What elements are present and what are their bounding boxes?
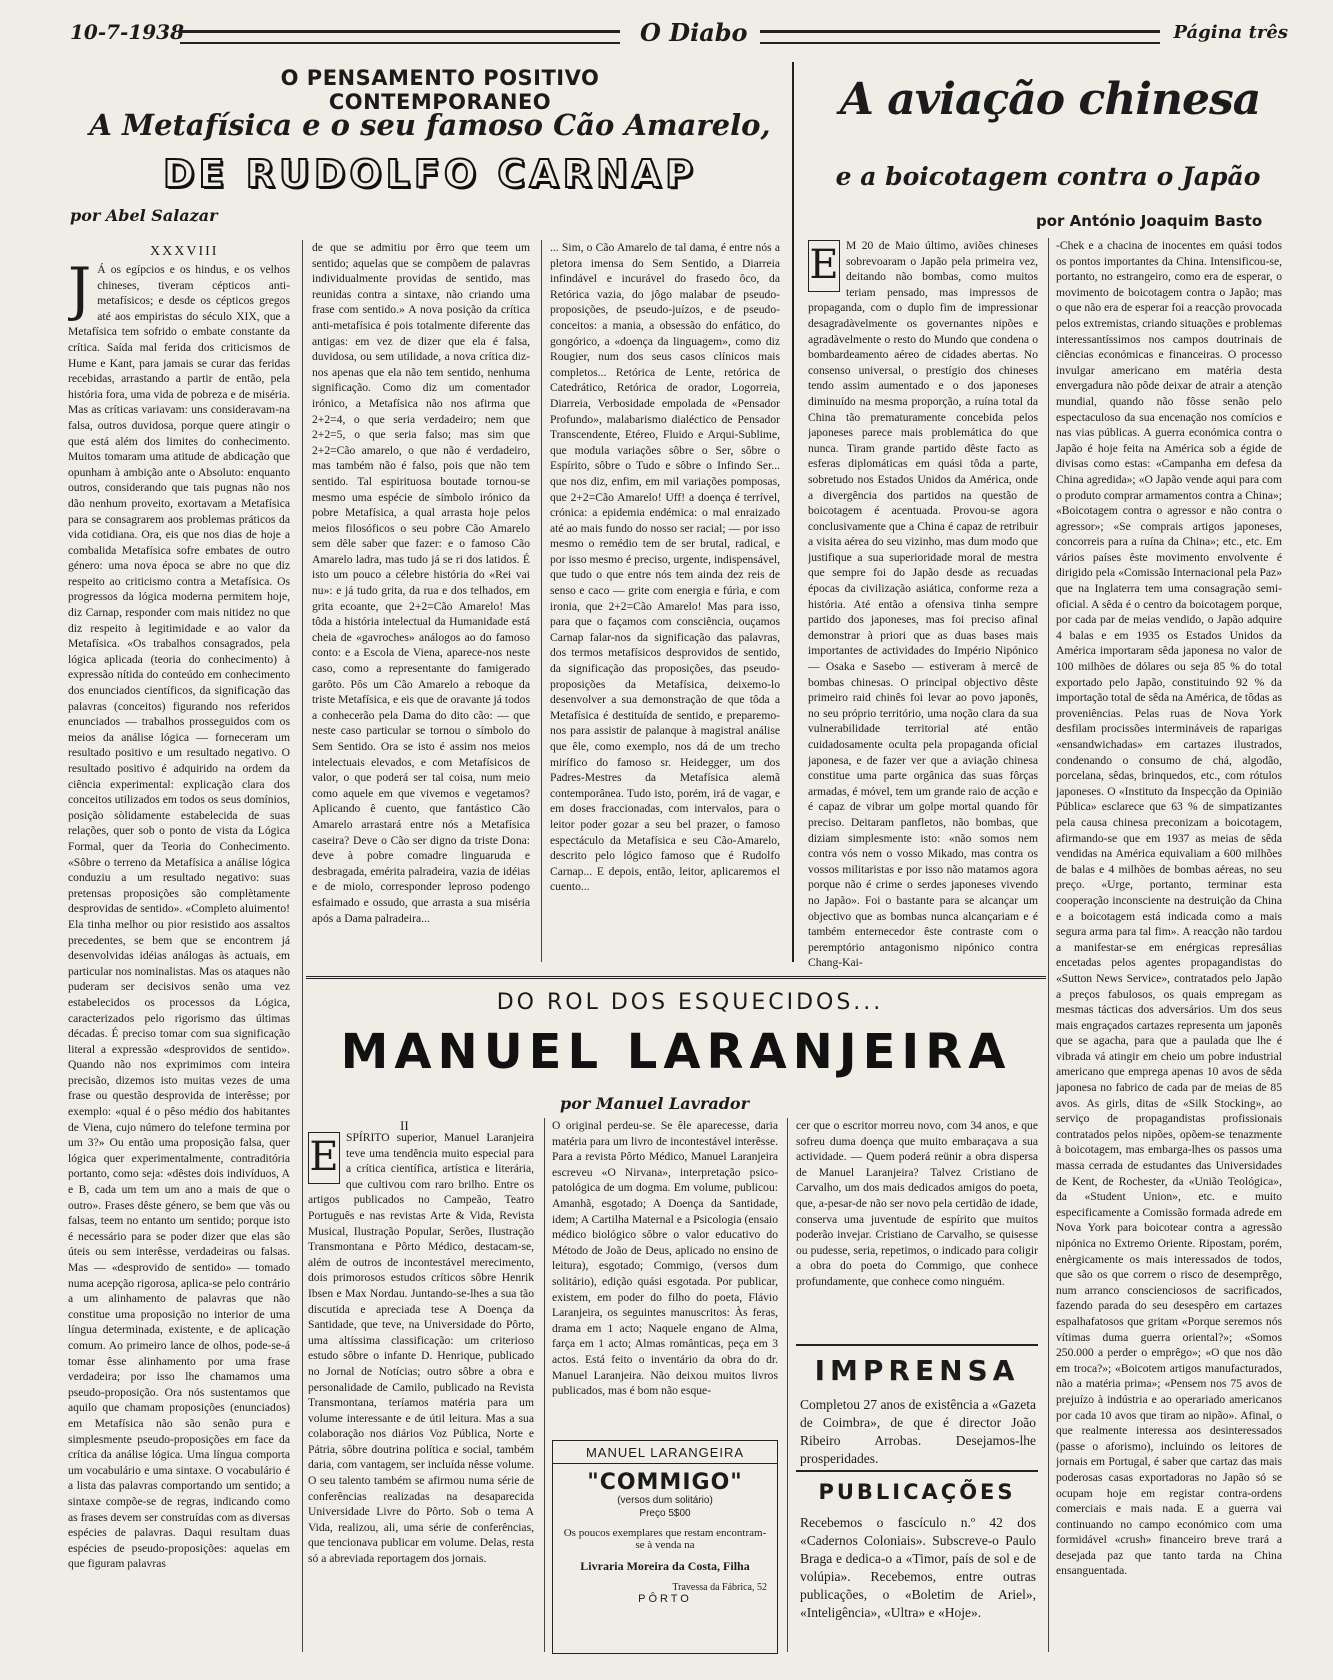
carnap-kicker: O PENSAMENTO POSITIVO CONTEMPORANEO: [280, 66, 600, 114]
laranjeira-column-1: [308, 1130, 534, 1652]
laranjeira-column-2: [552, 1118, 778, 1436]
column-divider: [541, 240, 542, 962]
masthead: [70, 18, 1288, 52]
laranjeira-title: MANUEL LARANJEIRA: [340, 1024, 1012, 1080]
column-divider: [1048, 238, 1049, 1652]
publicacoes-text: Recebemos o fascículo n.º 42 dos «Cadernos Coloniais». Subscreve-o Paulo Braga e dedica-o a «Timor, país de sol e de volúpia». Recebemos, entre outras publicações, o «Boletim de Ariel», «Inteligência», «Ultra» e «Hoje».: [800, 1515, 1036, 1620]
laranjeira-kicker: DO ROL DOS ESQUECIDOS...: [496, 990, 884, 1015]
imprensa-rule: [796, 1344, 1038, 1346]
advert-book-subtitle: (versos dum solitário): [617, 1495, 713, 1506]
aviacao-text-2: -Chek e a chacina de inocentes em quási todos os pontos importantes da China. Intensificou-se, portanto, no estrangeiro, como era de esperar, o movimento de boicotagem contra o Japão; mas o que não era de esperar foi a reacção provocada pelos extremistas, criando situações e problemas interessantíssimos nos campos doutrinais de ciências económicas e financeiras. O processo invulgar americano em matéria desta envergadura não pôde deixar de atrair a atenção mundial, quando não fôsse senão pelo espectaculoso da sua encenação nos comícios e nas vias públicas. A guerra económica contra o Japão é hoje feita na América sob a égide de divisas como estas: «Campanha em defesa da China agredida»; «O Japão vende aqui para com o produto comprar armamentos contra a China»; «Boicotagem contra o agressor e não contra o agressor»; «Se comprais artigos japoneses, concorreis para a ruína da China»; etc., etc. Em vários países êste movimento envolvente é dirigido pela «Comissão Internacional pela Paz» que na Inglaterra tem uma consagração semi-oficial. A sêda é o centro da boicotagem porque, por cada par de meias vendido, o Japão adquire 4 balas e em 1935 os Estados Unidos da América importaram sêda japonesa no valor de 100 milhões de dólares ou seja 85 % do total exportado pelo Japão, constituindo 92 % da importação total de sêda na América, de tôdas as proveniências. Pelas ruas de Nova York desfilam procissões intermináveis de raparigas «ensandwichadas» em cartazes ilustrados, condenando o consumo de chá, algodão, porcelana, sêdas, brinquedos, etc., com rótulos japoneses. O «Instituto da Inspecção da Opinião Pública» esclarece que 63 % de simpatizantes pela causa chinesa preconizam a boicotagem, afirmando-se que em 1937 as meias de sêda vendidas na América equivaliam a 600 milhões de balas e 4 milhões de bombas aéreas, no seu preço. «Urge, portanto, terminar esta cooperação inconsciente na destruição da China e a boicotagem está indicada como a mais segura arma para tal fim». A reacção não tardou a manifestar-se em enérgicas represálias encetadas pelos agentes propagandistas do «Sutton News Service», contratados pelo Japão a preços fabulosos, os quais empregam as mesmas tácticas dos adversários. Um dos seus mais engraçados cartazes representa um japonês que se agacha, para que a paulada que lhe é vibrada vá atingir em cheio um pobre industrial americano que emprega apenas 10 avos de sêda japonesa no fabrico de cada par de meias de 85 avos. As girls, ditas de «Silk Stocking», ao serviço de propagandistas profissionais contratados pelos nipões, opõem-se tenazmente à boicotagem, mas embarga-lhes os passos uma massa cerrada de estudantes das Universidades de Kent, de Rochester, da «União Teológica», da «Student Union», etc. e muito especificamente a Comissão formada adrede em Nova York para boicotear contra a agressão nipónica no Extremo Oriente. Ripostam, porém, enèrgicamente os mais interessados de todos, que são os que correm o risco de desemprêgo, num arranco conscienciosos de sacrificados, fazendo parada do seu desespêro em cartazes espalhafatosos que gritam «Porque seremos nós vítimas duma guerra oriental?»; «Somos 250.000 a perder o emprêgo»; «O que nos dão em troca?»; «Boicotem artigos manufacturados, não a matéria prima»; «Pensem nos 75 avos de prejuízo à indústria e ao operariado americanos por cada 10 avos que tiram ao nipão». Afinal, o que realmente interessa aos desinteressados (passe o aforismo), incluindo os leitores de jornais em Portugal, é saber que cartaz das mais poderosas casas exportadoras no Japão só se ocupam hoje em registar contra-ordens comerciais e mais nada. E a guerra vai continuando no campo económico com uma formidável «crush» financeiro breve trará a desejada paz que tanto tarda na China ensanguentada.: [1056, 239, 1282, 1578]
advert-price: Preço 5$00: [639, 1508, 691, 1519]
masthead-rule-right: [760, 30, 1160, 44]
aviacao-column-2: [1056, 238, 1282, 1652]
carnap-column-1: [68, 262, 290, 1652]
advert-book-title: "COMMIGO": [587, 1470, 743, 1495]
article-divider: [792, 62, 794, 962]
laranjeira-dropcap: E: [308, 1132, 340, 1184]
aviacao-title-line1: A aviação chinesa: [839, 74, 1261, 125]
carnap-title-line2: DE RUDOLFO CARNAP: [162, 152, 698, 196]
section-rule: [306, 976, 1046, 979]
page-number: Página três: [1173, 22, 1288, 43]
carnap-dropcap: J: [68, 262, 92, 323]
laranjeira-text-3: cer que o escritor morreu novo, com 34 anos, e que sofreu duma doença que muito embaraçava a sua actividade. — Quem poderá reünir a obra dispersa de Manuel Laranjeira? Talvez Cristiano de Carvalho, um dos mais dedicados amigos do poeta, que, a-pesar-de não ser novo pela certidão de idade, conserva uma juventude de espírito que muitos poderão invejar. Cristiano de Carvalho, se quisesse ou pudesse, seria, repetimos, o indicado para coligir a obra do poeta do Commigo, que conhece profundamente, que conhece como ninguém.: [796, 1119, 1038, 1288]
issue-date: 10-7-1938: [70, 20, 185, 44]
column-divider: [787, 1118, 788, 1652]
advert-author: MANUEL LARANGEIRA: [553, 1445, 777, 1464]
laranjeira-section-number: II: [400, 1118, 409, 1133]
laranjeira-column-3: [796, 1118, 1038, 1326]
carnap-section-number: XXXVIII: [150, 244, 219, 259]
imprensa-heading: IMPRENSA: [814, 1354, 1020, 1387]
aviacao-column-1: [808, 238, 1038, 980]
imprensa-text: Completou 27 anos de existência a «Gazeta de Coimbra», de que é director João Ribeiro Arrobas. Desejamos-lhe prosperidades.: [800, 1397, 1036, 1466]
advert-city: PÔRTO: [638, 1593, 692, 1605]
newspaper-name: O Diabo: [630, 18, 758, 47]
masthead-rule-left: [180, 30, 620, 44]
carnap-title-line1: A Metafísica e o seu famoso Cão Amarelo,: [89, 108, 771, 142]
publicacoes-rule: [796, 1470, 1038, 1472]
advert-note: Os poucos exemplares que restam encontram-se à venda na: [563, 1527, 767, 1551]
carnap-text-3: ... Sim, o Cão Amarelo de tal dama, é entre nós a pletora imensa do Sem Sentido, a Diarreia infindável e incurável do frasedo ôco, da Retórica vazia, do jôgo malabar de pseudo-proposições, de pseudo-juízos, e de pseudo-conceitos: a mania, a obsessão do enfático, do gongórico, a «doença da linguagem», como diz Rougier, num dos seus casos clínicos mais completos... Retórica de Lente, retórica de Catedrático, Retórica de orador, Logorreia, Diarreia, Verbosidade empolada de «Pensador Profundo», malabarismo dialéctico de Pensador Transcendente, Etéreo, Fluido e Arqui-Sublime, que modula variações sôbre o Ser, sôbre o Espírito, sôbre o Tudo e sôbre o Infindo Ser... que nos diz, enfim, em mil variações pomposas, que 2+2=Cão Amarelo! Uff! a doença é terrível, crónica: a epidemia endémica: o mal enraizado até ao mais fundo do nosso ser racial; — por isso mesmo o remédio tem de ser brutal, radical, e por isso mesmo é preciso, urgente, indispensável, que tudo o que entre nós tem ainda dez reis de senso e caco — grite com energia e fúria, e com ironia, que 2+2=Cão Amarelo! Mas para isso, para que o façamos com consciência, ouçamos Carnap falar-nos da significação das palavras, dos termos metafísicos desprovidos de sentido, da significação das proposições, das pseudo-proposições da Metafísica, deixemo-lo desenvolver a sua demonstração de que tôda a Metafísica é destituída de sentido, e preparemo-nos para assistir de palanque à magistral análise que êle, como exemplo, nos dá de um trecho mirífico do famoso sr. Heidegger, um dos Padres-Mestres da Metafísica alemã contemporânea. Tudo isto, porém, irá de vagar, e em doses fraccionadas, com intervalos, para o leitor poder gozar a seu bel prazer, o famoso espectáculo da Metafísica e seu Cão-Amarelo, descrito pelo lógico famoso que é Rudolfo Carnap... E depois, então, leitor, aplicaremos el cuento...: [550, 241, 780, 894]
commigo-advert: [552, 1440, 778, 1654]
aviacao-text-1: M 20 de Maio último, aviões chineses sobrevoaram o Japão pela primeira vez, deitando não bombas, como muitos teriam pensado, mas impressos de propaganda, com o duplo fim de impressionar desagradàvelmente os governantes nipões e agradàvelmente o resto do Mundo que condena o bombardeamento aéreo de cidades abertas. No consenso universal, o prestígio dos chineses tendo assim aumentado e o dos japoneses diminuído na mesma proporção, a ruína total da China tão prematuramente concebida pelos japoneses parece mais problemática do que nunca. Tiram grande partido dêste facto as esferas diplomáticas em quási tôda a parte, sobretudo nos Estados Unidos da América, onde a divergência dos partidos na questão de boicotagem é acentuada. Provou-se agora conclusivamente que a China é capaz de retribuir a visita aérea do seu vizinho, mas dum modo que justifique a sua superioridade moral de mestra que sempre foi do Japão desde as recuadas épocas da civilização asiática, conforme reza a história. Até então a ofensiva tinha sempre partido dos japoneses, mas foi preciso afinal demonstrar à priori que as duas bases mais importantes de actividades do Império Nipónico — Osaka e Sasebo — estiveram à mercê de bombas chinesas. O principal objectivo dêste primeiro raid chinês foi levar ao povo japonês, no seu próprio território, uma noção clara da sua vulnerabilidade territorial até então cuidadosamente oculta pela propaganda oficial japonesa, e de fazer ver que a aviação chinesa constitue uma parte orgânica das suas fôrças armadas, é móvel, tem um grande raio de acção e é capaz de vibrar um golpe mortal quando fôr preciso. Deitaram panfletos, não bombas, que diziam simplesmente isto: «não somos nem contra vós nem o vosso Mikado, mas contra os vossos militaristas e por isso não matamos agora porque não é crime o serdes japoneses vivendo no Japão». Foi o bastante para se alcançar um objectivo que as bombas nunca alcançariam e é também enternecedor êste contraste com o peremptório antagonismo nipónico contra Chang-Kai-: [808, 239, 1038, 970]
carnap-byline: por Abel Salazar: [70, 206, 218, 225]
carnap-column-3: [550, 240, 780, 962]
laranjeira-byline: por Manuel Lavrador: [560, 1094, 750, 1113]
advert-shop: Livraria Moreira da Costa, Filha: [580, 1559, 750, 1573]
laranjeira-text-1: SPÍRITO superior, Manuel Laranjeira teve uma tendência muito especial para a crítica científica, artística e literária, que cultivou com raro brilho. Entre os artigos publicados no Campeão, Teatro Português e nas revistas Arte & Vida, Revista Musical, Ilustração Popular, Serões, Ilustração Transmontana e Pôrto Médico, destacam-se, além de outros de incontestável merecimento, dois primorosos estudos críticos sôbre Henrik Ibsen e Max Nordau. Juntando-se-lhes a sua tão discutida e apreciada tese A Doença da Santidade, que teve, na Universidade do Pôrto, uma altíssima classificação: um criterioso estudo sôbre o infante D. Henrique, publicado no Jornal de Notícias; outro sôbre a obra e personalidade de Camilo, publicado na Revista Transmontana, teríamos matéria para um volume interessante e de útil leitura. Mas a sua colaboração nos diários Voz Pública, Norte e Pátria, sôbre doutrina política e social, também daria, com vantagem, ser incluída nêsse volume. O seu talento também se afirmou numa série de conferências realizadas na desaparecida Universidade Livre do Pôrto. Sob o tema A Vida, realizou, ali, uma série de conferências, que tencionava publicar em volume. Delas, resta só a abreviada reportagem dos jornais.: [308, 1131, 534, 1566]
aviacao-byline: por António Joaquim Basto: [1036, 212, 1263, 230]
column-divider: [544, 1118, 545, 1652]
carnap-text-2: de que se admitiu por êrro que teem um sentido; aquelas que se compõem de palavras individualmente providas de sentido, mas reunidas contra a sintaxe, não criando uma frase com sentido.» A nova posição da crítica anti-metafísica é pois totalmente diferente das antigas: em vez de dizer que ela é falsa, duvidosa, ou sem utilidade, a nova crítica diz-nos apenas que ela não tem sentido, nenhuma significação. Como diz um comentador irónico, a Metafísica não nos afirma que 2+2=4, o que seria verdadeiro; nem que 2+2=5, o que seria falso; mas sim que 2+2=Cão amarelo, o que não é verdadeiro, mas também não é falso, pois que não tem sentido. Tal espirituosa boutade tornou-se mesmo uma espécie de símbolo irónico da pobre Metafísica, a qual arrasta hoje pelos meios filosóficos o seu pobre Cão Amarelo sem dêle saber que fazer: e o famoso Cão Amarelo ladra, mas tudo já se ri dos latidos. É isto um pouco a célebre história do «Rei vai nu»: e já tudo grita, da rua e dos telhados, em grita ecoante, que 2+2=Cão Amarelo! Mas tôda a história intelectual da Humanidade está cheia de «gavroches» análogos ao do famoso conto: e a Escola de Viena, aparece-nos neste caso, como a representante do famigerado garôto. Pôs um Cão Amarelo a reboque da triste Metafísica, e eis que de oravante já todos a conhecerão pela Dama do dito cão: — que neste caso particular se tornou o símbolo do Sem Sentido. Ora se isto é assim nos meios intelectuais elevados, e com Metafísicos de valor, o que poderá ser tal coisa, num meio como aquele em que vivemos e vegetamos? Aplicando ê cuento, que fantástico Cão Amarelo arrastará entre nós a Metafísica caseira? Deve o Cão ser digno da triste Dona: deve à pobre comadre linguaruda e desbragada, emérita palradeira, vazia de idéias e de miolo, corresponder leproso podengo esfaimado e ossudo, que arrasta a sua miséria após a Dama palradeira...: [312, 241, 530, 925]
aviacao-title-line2: e a boicotagem contra o Japão: [835, 162, 1261, 191]
aviacao-dropcap: E: [808, 240, 840, 292]
carnap-text-1: Á os egípcios e os hindus, e os velhos chineses, tiveram cépticos anti-metafísicos; e desde os cépticos gregos até aos empiristas do século XIX, que a Metafísica tem sofrido o embate constante da crítica. Saída mal ferida dos criticismos de Hume e Kant, para jamais se curar das feridas recebidas, arrastando a partir de então, pela história fora, uma vida de pobreza e de miséria. Mas as críticas variavam: uns consideravam-na falsa, outros duvidosa, porque quere atingir o que está além dos limites do conhecimento. Muitos tomaram uma atitude de abdicação que opunham à ambição ante o Absoluto: enquanto outros, considerando que tais pugnas não nos dão nenhum proveito, exortavam a Metafísica para se consagrarem aos problemas práticos da vida cotidiana. Ora, eis que nos dias de hoje a combalida Metafísica sofre embates de outro género: uma nova época se abre no que diz respeito ao criticismo contra a Metafísica. Os progressos da lógica moderna permitem hoje, diz Carnap, responder com mais nitidez no que diz respeito à legitimidade e ao valor da Metafísica. «Os trabalhos consagrados, pela lógica aplicada (teoria do conhecimento) à expressão nítida do conteúdo em conhecimento dos enunciados científicos, da significação das palavras (conceitos) figurando nos referidos enunciados — trabalhos prosseguidos com os meios da análise lógica — forneceram um resultado positivo e um resultado negativo. O resultado positivo é adquirido na ordem da ciência experimental: explicação clara dos conceitos utilizados em todos os seus domínios, posição sòlidamente estabelecida de suas relações, quer sob o ponto de vista da Lógica Formal, quer da Teoria do Conhecimento. «Sôbre o terreno da Metafísica a análise lógica conduziu a um resultado negativo: suas pretensas proposições são complètamente desprovidas de sentido». «Completo aluimento! Ela tinha melhor ou pior resistido aos assaltos precedentes, se bem que se encontrem já desenvolvidas idéias análogas às actuais, em particular nos nominalistas. Mas os ataques não puderam ser decisivos senão uma vez estabelecidos os processos da Lógica, caracterizados pelo rigorismo das últimas décadas. É preciso tomar com sua significação literal a expressão «desprovidos de sentido». Quando não nos exprimimos com inteira precisão, dizemos isto muitas vezes de uma frase ou questão desprovida de interêsse; por exemplo: «qual é o pêso médio dos habitantes de Viena, cujo número do telefone termina por um 3?» Ou então uma proposição falsa, quer lógica quer experimentalmente, contraditória portanto, como seja: «dêstes dois indivíduos, A e B, cada um tem um ano a mais de que o outro». Frases dêste género, se bem que vãs ou falsas, teem no entanto um sentido; porque isto é necessário para se poder dizer que elas são úteis ou sem interêsse, verdadeiras ou falsas. Mas — «desprovido de sentido» — tomado numa acepção rigorosa, aplica-se pelo contrário a um alinhamento de palavras que não constitue uma proposição no interior de uma língua determinada, existente, e de aplicação comum. Ao primeiro lance de olhos, pode-se-á tomar êsse alinhamento por uma frase verdadeira; por isso lhe chamamos uma pseudo-proposição. Ora nós sustentamos que aquilo que chamam proposições (enunciados) em Metafísica não são senão pura e simplesmente pseudo-proposições em face da crítica da análise lógica. Uma língua comporta um vocabulário e uma sintaxe. O vocabulário é a lista das palavras comportando um sentido; a sintaxe compõe-se de regras, indicando como as frases devem ser construídas com as diversas espécies de palavras. Daqui resultam duas espécies de pseudo-proposições: aquelas em que figuram palavras: [68, 263, 290, 1571]
advert-address: Travessa da Fábrica, 52: [672, 1582, 767, 1593]
column-divider: [302, 240, 303, 1652]
carnap-column-2: [312, 240, 530, 962]
publicacoes-heading: PUBLICAÇÕES: [818, 1480, 1016, 1504]
laranjeira-text-2: O original perdeu-se. Se êle aparecesse, daria matéria para um livro de incontestável interêsse. Para a revista Pôrto Médico, Manuel Laranjeira escreveu «O Nirvana», interpretação psico-patológica de um dogma. Em volume, publicou: Amanhã, esgotado; A Doença da Santidade, idem; A Cartilha Maternal e a Psicologia (ensaio médico biológico sôbre o valor educativo do Método de João de Deus, aplicado no ensino de leitura), esgotado; Commigo, (versos dum solitário), edição quási esgotada. Por publicar, existem, em poder do filho do poeta, Flávio Laranjeira, os seguintes manuscritos: Às feras, drama em 1 acto; Naquele engano de Alma, farça em 1 acto; Almas românticas, peça em 3 actos. Está feito o inventário da obra do dr. Manuel Laranjeira. Não deixou muitos livros publicados, mas é bom não esque-: [552, 1119, 778, 1398]
